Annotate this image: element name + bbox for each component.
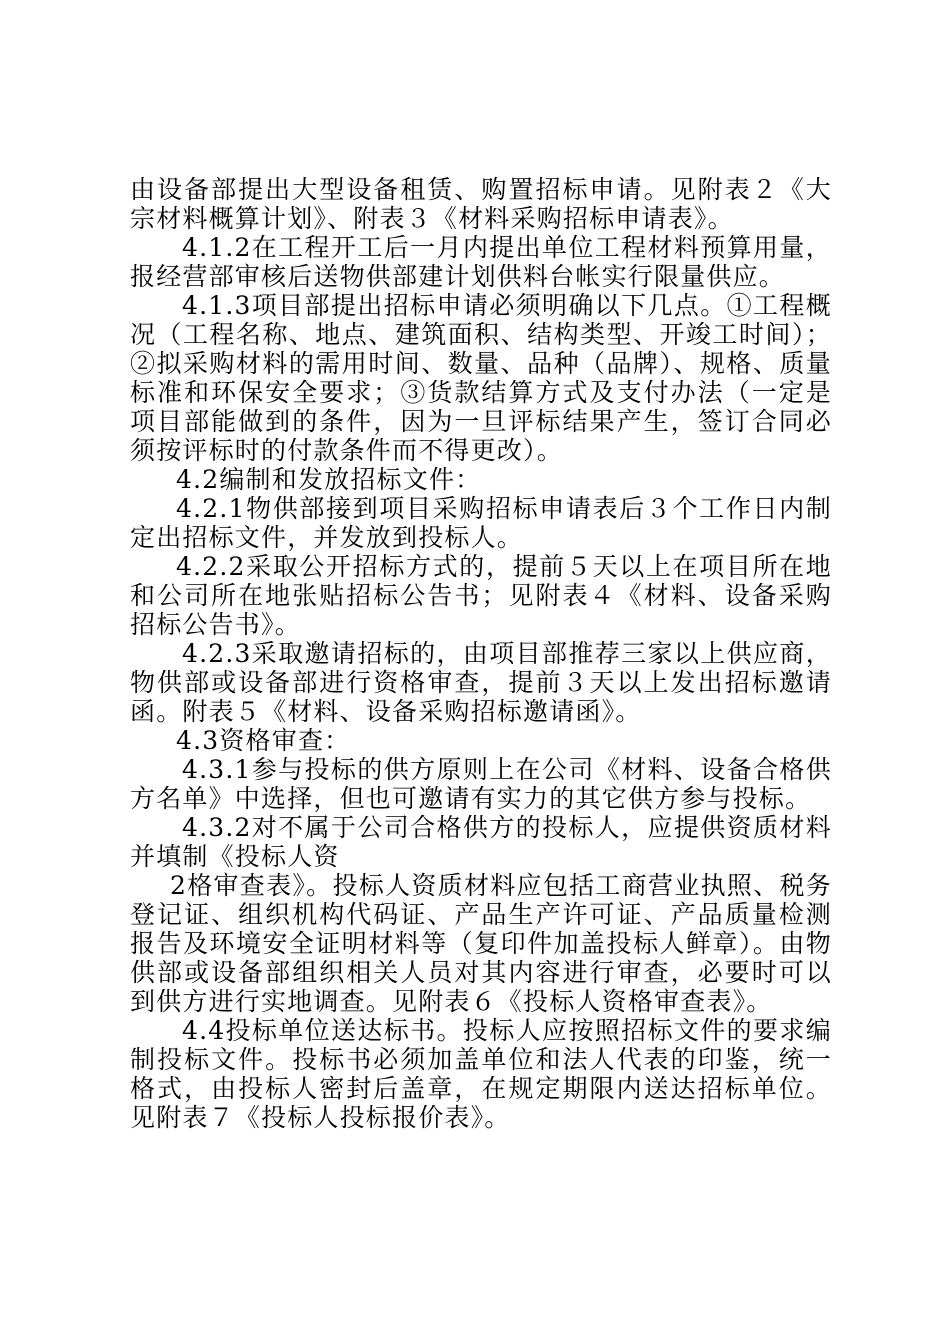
- paragraph-4-2-3: 4.2.3采取邀请招标的，由项目部推荐三家以上供应商，物供部或设备部进行资格审查，提前３天以上发出招标邀请函。附表５《材料、设备采购招标邀请函》。: [130, 639, 832, 726]
- paragraph-qualification-review: 2格审查表》。投标人资质材料应包括工商营业执照、税务登记证、组织机构代码证、产品生产许可证、产品质量检测报告及环境安全证明材料等（复印件加盖投标人鲜章）。由物供部或设备部组织相关人员对其内容进行审查，必要时可以到供方进行实地调查。见附表６《投标人资格审查表》。: [130, 871, 832, 1016]
- paragraph-4-3-2: 4.3.2对不属于公司合格供方的投标人，应提供资质材料并填制《投标人资: [130, 813, 832, 871]
- heading-4-2: 4.2编制和发放招标文件：: [176, 465, 482, 494]
- paragraph-4-3-1: 4.3.1参与投标的供方原则上在公司《材料、设备合格供方名单》中选择，但也可邀请有实力的其它供方参与投标。: [130, 755, 832, 813]
- heading-4-3: 4.3资格审查：: [176, 726, 351, 755]
- paragraph-4-4: 4.4投标单位送达标书。投标人应按照招标文件的要求编制投标文件。投标书必须加盖单位和法人代表的印鉴，统一格式，由投标人密封后盖章，在规定期限内送达招标单位。见附表７《投标人投标报价表》。: [130, 1016, 832, 1132]
- paragraph-equipment-application: 由设备部提出大型设备租赁、购置招标申请。见附表２《大宗材料概算计划》、附表３《材料采购招标申请表》。: [130, 175, 832, 233]
- document-body: [130, 175, 832, 1132]
- paragraph-4-2-2: 4.2.2采取公开招标方式的，提前５天以上在项目所在地和公司所在地张贴招标公告书；见附表４《材料、设备采购招标公告书》。: [130, 552, 832, 639]
- paragraph-4-2-1: 4.2.1物供部接到项目采购招标申请表后３个工作日内制定出招标文件，并发放到投标人。: [130, 494, 832, 552]
- paragraph-4-1-3: 4.1.3项目部提出招标申请必须明确以下几点。①工程概况（工程名称、地点、建筑面积、结构类型、开竣工时间）；②拟采购材料的需用时间、数量、品种（品牌）、规格、质量标准和环保安全要求；③货款结算方式及支付办法（一定是项目部能做到的条件，因为一旦评标结果产生，签订合同必须按评标时的付款条件而不得更改）。: [130, 291, 832, 465]
- paragraph-4-1-2: 4.1.2在工程开工后一月内提出单位工程材料预算用量，报经营部审核后送物供部建计划供料台帐实行限量供应。: [130, 233, 832, 291]
